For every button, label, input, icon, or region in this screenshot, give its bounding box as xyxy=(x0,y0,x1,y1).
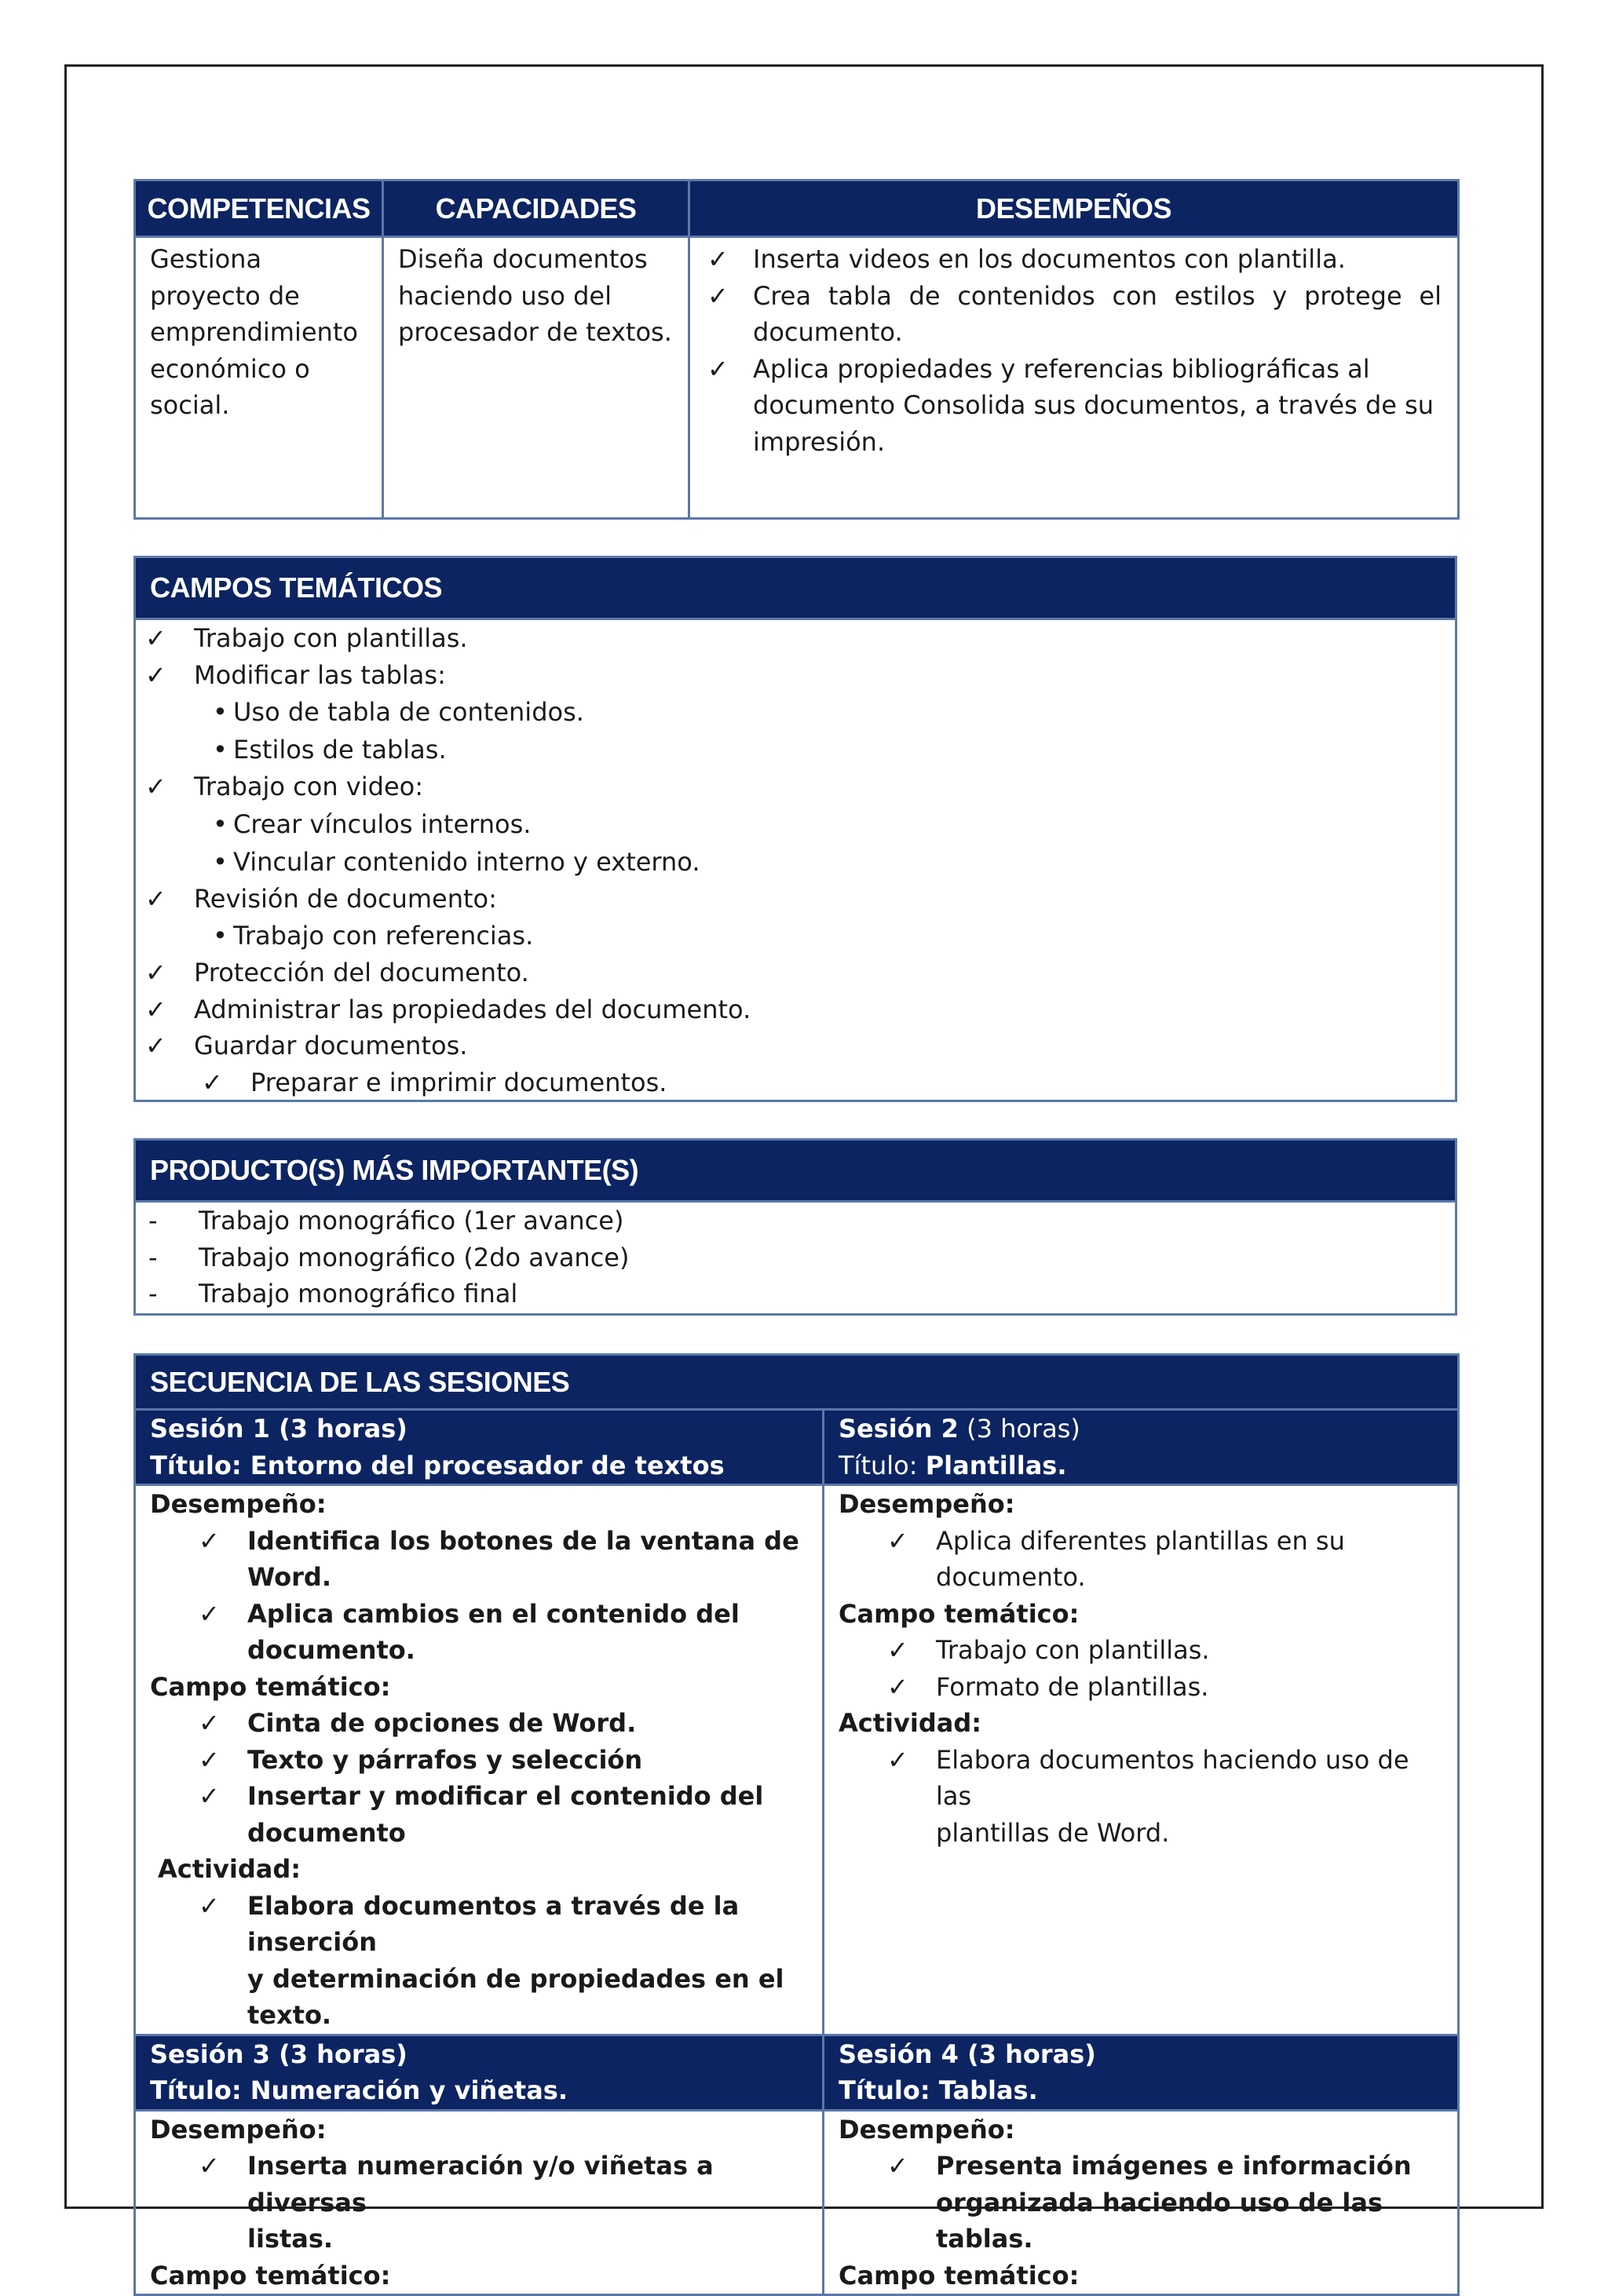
session-line-text: plantillas de Word. xyxy=(936,1817,1170,1848)
productos-title: PRODUCTO(S) MÁS IMPORTANTE(S) xyxy=(136,1141,1455,1203)
competencia-cell xyxy=(135,237,383,519)
session-line-text: Actividad: xyxy=(839,1708,982,1738)
competencias-table xyxy=(133,179,1457,520)
session-line xyxy=(150,2258,814,2294)
capacidad-line: haciendo uso del xyxy=(398,280,612,311)
header-competencias: COMPETENCIAS xyxy=(135,181,383,237)
session-line xyxy=(150,1669,814,1706)
dash-icon: - xyxy=(148,1279,158,1309)
competencia-line: social. xyxy=(150,390,230,420)
sesion3-header xyxy=(135,2035,824,2110)
session-line xyxy=(839,1815,1449,1852)
competencia-line: proyecto de xyxy=(150,280,300,311)
sesion2-hours: (3 horas) xyxy=(967,1414,1080,1444)
campo-item-text: Modificar las tablas: xyxy=(194,659,446,690)
desempeno-line: Crea tabla de contenidos con estilos y protege el ✓ xyxy=(753,278,1442,315)
session-line xyxy=(150,1596,814,1633)
sesion2-body xyxy=(824,1485,1459,2035)
check-icon: ✓ xyxy=(199,1525,220,1556)
capacidad-line: procesador de textos. xyxy=(398,317,672,347)
check-icon: ✓ xyxy=(199,1708,220,1738)
session-line xyxy=(839,2258,1449,2294)
dash-icon: - xyxy=(148,1206,158,1236)
session-line xyxy=(150,2148,814,2221)
session-line-text: documento. xyxy=(247,1635,415,1665)
header-capacidades: CAPACIDADES xyxy=(383,181,689,237)
check-icon: ✓ xyxy=(887,2151,908,2181)
check-icon: ✓ xyxy=(145,958,166,987)
session-line xyxy=(150,2221,814,2258)
session-line xyxy=(150,1778,814,1815)
productos-list xyxy=(136,1203,1455,1312)
bullet-icon: • xyxy=(213,921,228,951)
session-line-text: Desempeño: xyxy=(150,2114,327,2145)
sesion1-header xyxy=(135,1410,824,1485)
secuencia-title-text: SECUENCIA DE LAS SESIONES xyxy=(150,1365,570,1398)
desempeno-line: documento. xyxy=(753,317,903,347)
session-line xyxy=(839,2112,1449,2148)
sesion4-body xyxy=(824,2110,1459,2295)
session-line-text: Presenta imágenes e información xyxy=(936,2151,1412,2181)
check-icon: ✓ xyxy=(887,1671,908,1702)
producto-item-text: Trabajo monográfico (2do avance) xyxy=(199,1242,630,1272)
session-line-text: organizada haciendo uso de las tablas. xyxy=(936,2187,1383,2254)
session-line xyxy=(150,1742,814,1779)
session-line xyxy=(150,2112,814,2148)
check-icon: ✓ xyxy=(145,659,166,690)
desempenos-cell xyxy=(689,237,1459,519)
session-line xyxy=(150,1632,814,1669)
session-line xyxy=(839,1632,1449,1669)
session-line-text: Desempeño: xyxy=(839,2114,1015,2145)
check-icon: ✓ xyxy=(145,883,166,914)
session-line-text: Elabora documentos haciendo uso de las xyxy=(936,1744,1409,1811)
campo-item-text: Trabajo con video: xyxy=(194,772,423,801)
campo-item xyxy=(136,843,1455,881)
bullet-icon: • xyxy=(213,809,228,839)
check-icon: ✓ xyxy=(707,280,729,311)
check-icon: ✓ xyxy=(199,1744,220,1775)
session-line-text: Identifica los botones de la ventana de Word. xyxy=(247,1525,799,1592)
competencia-line: Gestiona xyxy=(150,244,262,274)
session-line-text: Inserta numeración y/o viñetas a diversas xyxy=(247,2151,714,2218)
sesion3-body xyxy=(135,2110,824,2295)
productos-section xyxy=(133,1138,1457,1316)
producto-item-text: Trabajo monográfico (1er avance) xyxy=(199,1206,624,1236)
check-icon: ✓ xyxy=(199,1598,220,1629)
bullet-icon: • xyxy=(213,697,228,727)
campo-item xyxy=(136,991,1455,1028)
session-line-text: listas. xyxy=(247,2224,334,2254)
bullet-icon: • xyxy=(213,846,228,877)
session-line-text: documento. xyxy=(936,1562,1086,1592)
sesion1-body xyxy=(135,1485,824,2035)
session-line xyxy=(150,1851,814,1888)
campo-item-text: Protección del documento. xyxy=(194,958,529,987)
sesion2-title: Plantillas. xyxy=(925,1450,1067,1480)
campos-list xyxy=(136,620,1455,1101)
campos-tematicos-section xyxy=(133,556,1457,1102)
campo-item xyxy=(136,881,1455,918)
session-line xyxy=(150,1705,814,1742)
sesion2-title-label: Título: xyxy=(839,1450,918,1480)
check-icon: ✓ xyxy=(145,623,166,653)
session-line-text: Campo temático: xyxy=(839,2260,1080,2291)
campo-item xyxy=(136,805,1455,843)
desempeno-line: Aplica propiedades y referencias bibliográficas al ✓ xyxy=(753,351,1442,388)
campo-item xyxy=(136,768,1455,805)
session-line xyxy=(150,1523,814,1596)
campo-item xyxy=(136,731,1455,768)
secuencia-title xyxy=(135,1355,1459,1410)
session-line-text: Cinta de opciones de Word. xyxy=(247,1708,637,1738)
producto-item xyxy=(136,1203,1455,1239)
sesion1-title: Título: Entorno del procesador de textos xyxy=(150,1450,725,1480)
check-icon: ✓ xyxy=(887,1635,908,1665)
session-line xyxy=(150,1815,814,1852)
sesion4-label: Sesión 4 (3 horas) xyxy=(839,2039,1096,2069)
session-line-text: Trabajo con plantillas. xyxy=(936,1635,1210,1665)
check-icon: ✓ xyxy=(202,1067,223,1097)
session-line-text: Campo temático: xyxy=(839,1598,1080,1629)
dash-icon: - xyxy=(148,1242,158,1272)
campo-item xyxy=(136,693,1455,731)
session-line xyxy=(839,1742,1449,1815)
campo-item-text: Crear vínculos internos. xyxy=(233,809,532,839)
producto-item xyxy=(136,1239,1455,1276)
session-line-text: Elabora documentos a través de la inserción xyxy=(247,1890,740,1957)
session-line xyxy=(839,1523,1449,1560)
campo-item-text: Revisión de documento: xyxy=(194,883,497,914)
session-line-text: y determinación de propiedades en el texto. xyxy=(247,1963,784,2030)
header-desempenos: DESEMPEÑOS xyxy=(689,181,1459,237)
sesion1-label: Sesión 1 (3 horas) xyxy=(150,1414,407,1444)
check-icon: ✓ xyxy=(145,994,166,1024)
sesion2-label: Sesión 2 xyxy=(839,1414,959,1444)
session-line xyxy=(150,1888,814,1961)
campo-item xyxy=(136,955,1455,991)
session-line xyxy=(839,1669,1449,1706)
producto-item-text: Trabajo monográfico final xyxy=(199,1279,518,1309)
check-icon: ✓ xyxy=(199,2151,220,2181)
session-line-text: Campo temático: xyxy=(150,2260,391,2291)
session-line xyxy=(150,1486,814,1523)
session-line-text: Texto y párrafos y selección xyxy=(247,1744,643,1775)
session-line xyxy=(150,1961,814,2034)
check-icon: ✓ xyxy=(199,1781,220,1811)
desempeno-line: Inserta videos en los documentos con plantilla. ✓ xyxy=(753,241,1442,278)
check-icon: ✓ xyxy=(199,1890,220,1921)
campo-item-text: Guardar documentos. xyxy=(194,1031,468,1060)
desempeno-line: impresión. xyxy=(753,426,886,457)
session-line-text: Desempeño: xyxy=(150,1489,327,1519)
campo-item xyxy=(136,657,1455,694)
desempeno-line: documento Consolida sus documentos, a través de su xyxy=(753,390,1434,420)
campo-item-text: Uso de tabla de contenidos. xyxy=(233,697,584,727)
campo-item-text: Preparar e imprimir documentos. xyxy=(250,1067,667,1097)
check-icon: ✓ xyxy=(707,244,729,274)
check-icon: ✓ xyxy=(145,772,166,801)
session-line-text: Formato de plantillas. xyxy=(936,1671,1209,1702)
check-icon: ✓ xyxy=(707,353,729,384)
sesion4-title: Título: Tablas. xyxy=(839,2075,1038,2105)
session-line-text: Aplica cambios en el contenido del xyxy=(247,1598,740,1629)
sesion3-label: Sesión 3 (3 horas) xyxy=(150,2039,407,2069)
campo-item xyxy=(136,917,1455,955)
capacidad-cell xyxy=(383,237,689,519)
session-line xyxy=(839,2185,1449,2258)
campo-item-text: Estilos de tablas. xyxy=(233,735,447,765)
session-line-text: Actividad: xyxy=(158,1854,302,1884)
campo-item-text: Trabajo con referencias. xyxy=(233,921,534,951)
session-line-text: Aplica diferentes plantillas en su xyxy=(936,1525,1345,1556)
competencia-line: emprendimiento xyxy=(150,317,358,347)
session-line xyxy=(839,2148,1449,2185)
session-line-text: Desempeño: xyxy=(839,1489,1015,1519)
session-line-text: documento xyxy=(247,1817,406,1848)
sesion2-header xyxy=(824,1410,1459,1485)
session-line-text: Campo temático: xyxy=(150,1671,391,1702)
competencia-line: económico o xyxy=(150,353,310,384)
session-line-text: Insertar y modificar el contenido del xyxy=(247,1781,764,1811)
campo-item-text: Vincular contenido interno y externo. xyxy=(233,846,700,877)
capacidad-line: Diseña documentos xyxy=(398,244,648,274)
check-icon: ✓ xyxy=(145,1031,166,1060)
bullet-icon: • xyxy=(213,735,228,765)
check-icon: ✓ xyxy=(887,1744,908,1775)
session-line xyxy=(839,1705,1449,1742)
campo-item xyxy=(136,620,1455,657)
check-icon: ✓ xyxy=(887,1525,908,1556)
campos-title: CAMPOS TEMÁTICOS xyxy=(136,558,1455,620)
campo-item xyxy=(136,1064,1455,1101)
session-line xyxy=(839,1596,1449,1633)
secuencia-section xyxy=(133,1353,1457,2291)
sesion3-title: Título: Numeración y viñetas. xyxy=(150,2075,568,2105)
producto-item xyxy=(136,1276,1455,1312)
sesion4-header xyxy=(824,2035,1459,2110)
session-line xyxy=(839,1559,1449,1596)
campo-item-text: Administrar las propiedades del documento. xyxy=(194,994,751,1024)
session-line xyxy=(839,1486,1449,1523)
campo-item-text: Trabajo con plantillas. xyxy=(194,623,468,653)
campo-item xyxy=(136,1028,1455,1064)
